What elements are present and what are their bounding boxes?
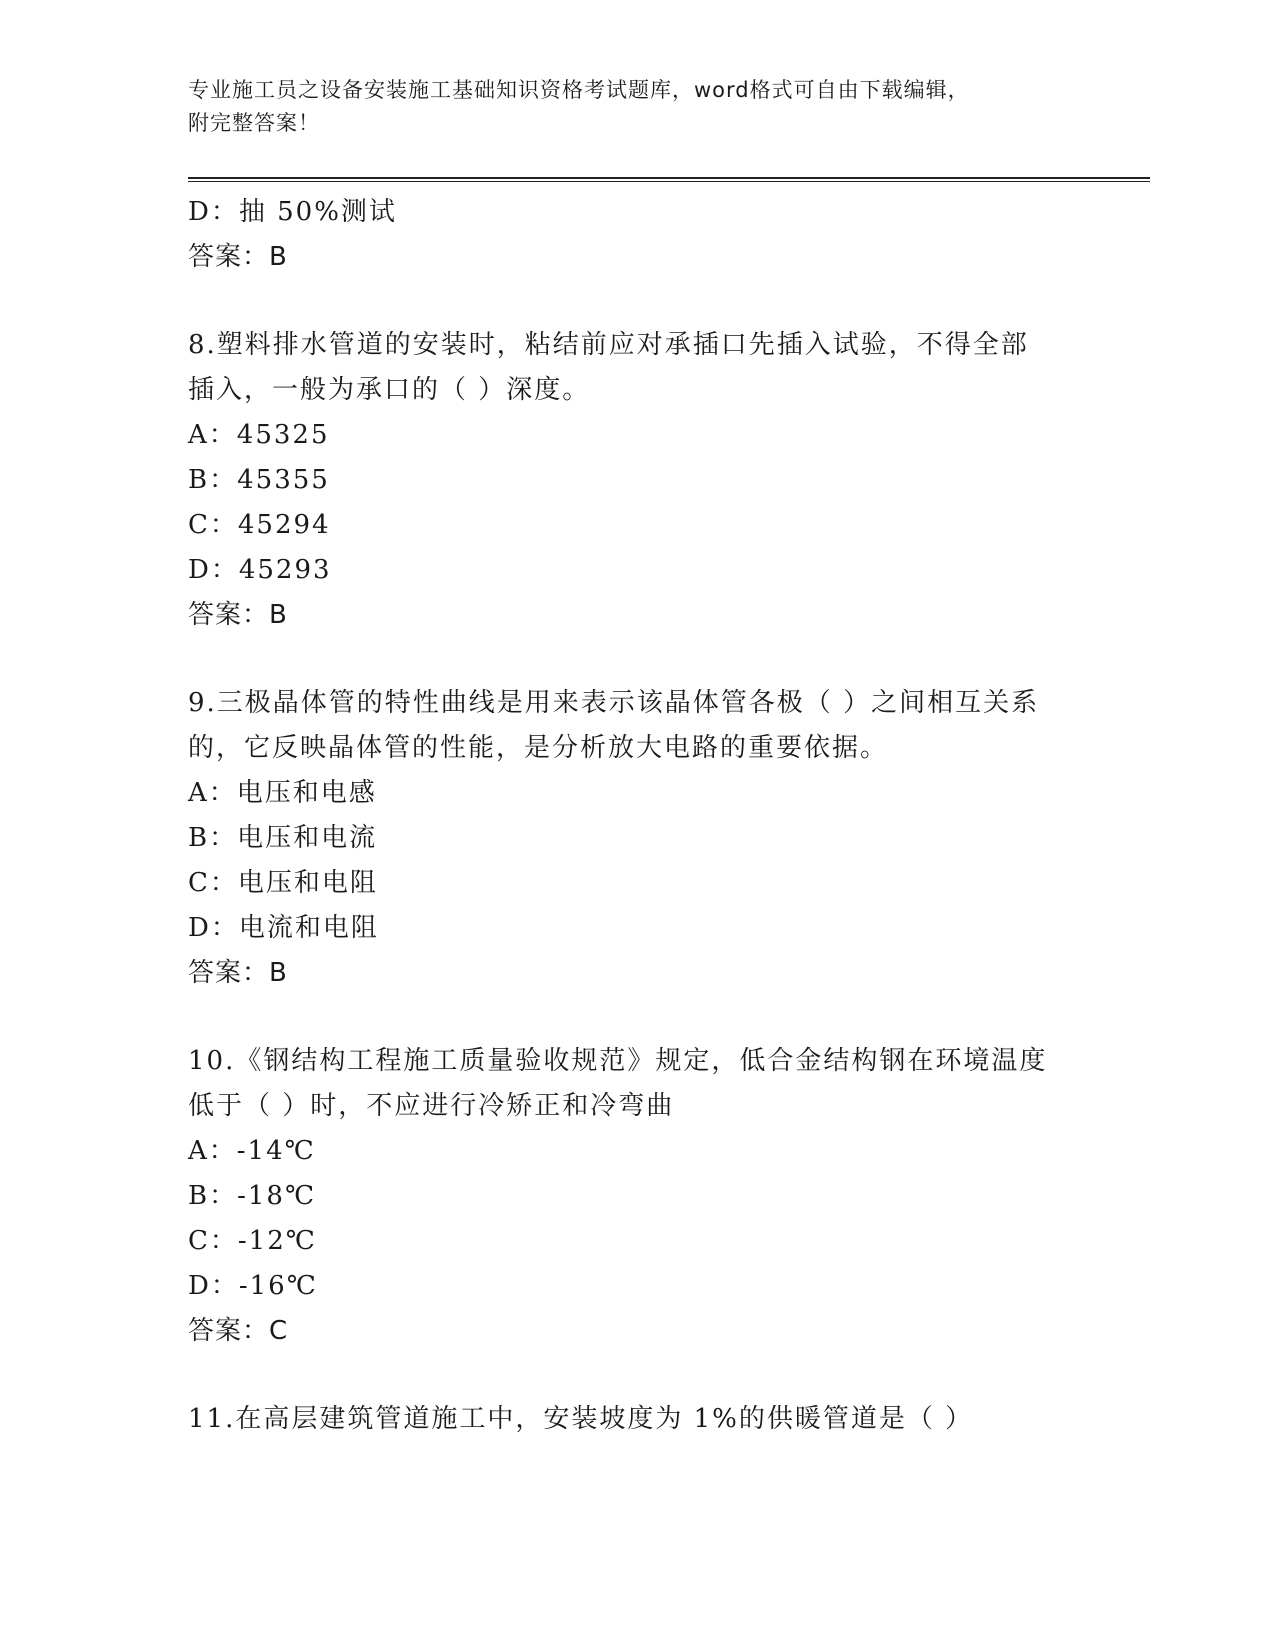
question-9 bbox=[188, 681, 1088, 996]
question-list bbox=[188, 190, 1088, 1442]
option-d: D：电流和电阻 bbox=[188, 913, 379, 943]
question-text: 8.塑料排水管道的安装时，粘结前应对承插口先插入试验，不得全部 bbox=[188, 330, 1029, 360]
option-c: C：45294 bbox=[188, 510, 331, 540]
option-b: B：电压和电流 bbox=[188, 823, 378, 853]
header-line-2: 附完整答案！ bbox=[188, 111, 320, 135]
question-text: 9.三极晶体管的特性曲线是用来表示该晶体管各极（ ）之间相互关系 bbox=[188, 688, 1040, 718]
question-text: 的，它反映晶体管的性能，是分析放大电路的重要依据。 bbox=[188, 733, 889, 763]
question-text: 10.《钢结构工程施工质量验收规范》规定，低合金结构钢在环境温度 bbox=[188, 1046, 1048, 1076]
option-a: A：45325 bbox=[188, 420, 330, 450]
option-b: B：45355 bbox=[188, 465, 330, 495]
answer: 答案：B bbox=[188, 600, 288, 630]
question-text: 插入，一般为承口的（ ）深度。 bbox=[188, 375, 591, 405]
question-11 bbox=[188, 1397, 1088, 1442]
option-a: A：-14℃ bbox=[188, 1136, 316, 1166]
option-c: C：-12℃ bbox=[188, 1226, 317, 1256]
option-d: D：-16℃ bbox=[188, 1271, 318, 1301]
header-rule bbox=[188, 177, 1150, 179]
option-b: B：-18℃ bbox=[188, 1181, 317, 1211]
answer: 答案：C bbox=[188, 1316, 289, 1346]
header-line-1: 专业施工员之设备安装施工基础知识资格考试题库，word格式可自由下载编辑， bbox=[188, 78, 970, 102]
question-text: 11.在高层建筑管道施工中，安装坡度为 1%的供暖管道是（ ） bbox=[188, 1404, 974, 1434]
answer: 答案：B bbox=[188, 242, 288, 272]
header-rule-thin bbox=[188, 181, 1150, 182]
document-header bbox=[188, 74, 1088, 140]
option-d: D：抽 50%测试 bbox=[188, 197, 397, 227]
question-10 bbox=[188, 1039, 1088, 1354]
option-a: A：电压和电感 bbox=[188, 778, 377, 808]
question-8 bbox=[188, 323, 1088, 638]
answer: 答案：B bbox=[188, 958, 288, 988]
question-text: 低于（ ）时，不应进行冷矫正和冷弯曲 bbox=[188, 1091, 675, 1121]
option-c: C：电压和电阻 bbox=[188, 868, 378, 898]
option-d: D：45293 bbox=[188, 555, 332, 585]
